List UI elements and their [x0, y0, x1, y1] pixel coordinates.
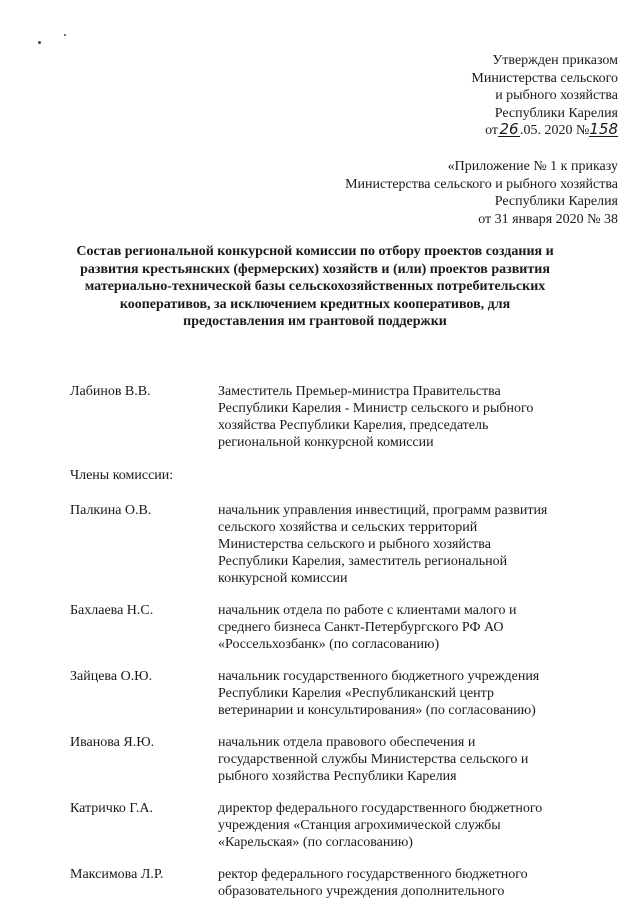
role-line: «Россельхозбанк» (по согласованию) — [218, 637, 440, 652]
role-line: Министерства сельского и рыбного хозяйства — [218, 537, 491, 552]
member-row — [70, 602, 590, 653]
handwritten-day: 26 — [499, 120, 519, 138]
member-row — [70, 734, 590, 785]
role-line: начальник государственного бюджетного учреждения — [218, 669, 540, 684]
member-role — [218, 668, 590, 719]
role-line: среднего бизнеса Санкт-Петербургского РФ АО — [218, 620, 504, 635]
role-line: ректор федерального государственного бюджетного — [218, 867, 528, 882]
member-name: Палкина О.В. — [70, 503, 152, 518]
role-line: учреждения «Станция агрохимической службы — [218, 818, 501, 833]
role-line: государственной службы Министерства сельского и — [218, 752, 529, 767]
member-name: Лабинов В.В. — [70, 384, 151, 399]
document-title: Состав региональной конкурсной комиссии по отбору проектов создания и развития крестьянских (фермерских) хозяйств и (или) проектов развития материально-технической базы сельскохозяйственных потребительских кооперативов, за исключением кредитных кооперативов, для предоставления им грантовой поддержки — [76, 244, 554, 329]
member-name: Иванова Я.Ю. — [70, 735, 155, 750]
member-role — [218, 502, 590, 587]
role-line: «Карельская» (по согласованию) — [218, 835, 413, 850]
scan-speck — [64, 34, 66, 36]
approval-line: Республики Карелия — [494, 105, 618, 121]
handwritten-number: 158 — [589, 120, 618, 138]
member-row — [70, 866, 590, 900]
member-name: Максимова Л.Р. — [70, 867, 164, 882]
member-role — [218, 866, 590, 900]
role-line: начальник управления инвестиций, программ развития — [218, 503, 548, 518]
member-role — [218, 383, 590, 451]
approval-line: Утвержден приказом — [492, 53, 618, 68]
role-line: директор федерального государственного бюджетного — [218, 801, 543, 816]
role-line: начальник отдела правового обеспечения и — [218, 735, 476, 750]
member-name: Катричко Г.А. — [70, 801, 154, 816]
approval-stamp-block — [338, 52, 618, 140]
appendix-line: от 31 января 2020 № 38 — [478, 211, 618, 227]
role-line: сельского хозяйства и сельских территорий — [218, 520, 478, 535]
members-heading: Члены комиссии: — [70, 468, 174, 483]
approval-date — [338, 122, 618, 140]
appendix-line: Республики Карелия — [494, 194, 618, 209]
member-role — [218, 734, 590, 785]
date-rest: .05. 2020 № — [520, 123, 590, 138]
member-name: Зайцева О.Ю. — [70, 669, 153, 684]
role-line: Республики Карелия «Республиканский центр — [218, 686, 494, 701]
role-line: Республики Карелия - Министр сельского и рыбного — [218, 401, 534, 416]
appendix-reference — [278, 158, 618, 228]
role-line: хозяйства Республики Карелия, председатель — [218, 418, 489, 433]
member-role — [218, 800, 590, 851]
role-line: рыбного хозяйства Республики Карелия — [218, 769, 457, 784]
member-row — [70, 668, 590, 719]
approval-line: Министерства сельского — [471, 70, 618, 86]
appendix-line: «Приложение № 1 к приказу — [447, 159, 618, 174]
role-line: региональной конкурсной комиссии — [218, 435, 434, 450]
role-line: конкурсной комиссии — [218, 571, 348, 586]
role-line: ветеринарии и консультирования» (по согласованию) — [218, 703, 536, 718]
member-row — [70, 502, 590, 587]
role-line: начальник отдела по работе с клиентами малого и — [218, 603, 517, 618]
member-name: Бахлаева Н.С. — [70, 603, 154, 618]
date-prefix: от — [485, 123, 498, 138]
role-line: Заместитель Премьер-министра Правительства — [218, 384, 501, 399]
role-line: Республики Карелия, заместитель региональной — [218, 554, 508, 569]
appendix-line: Министерства сельского и рыбного хозяйства — [345, 176, 618, 192]
role-line: образовательного учреждения дополнительного — [218, 884, 505, 899]
scan-speck — [38, 41, 41, 44]
approval-line: и рыбного хозяйства — [495, 88, 618, 103]
member-row — [70, 800, 590, 851]
commission-members — [70, 383, 590, 900]
member-row-chair — [70, 383, 590, 451]
member-role — [218, 602, 590, 653]
